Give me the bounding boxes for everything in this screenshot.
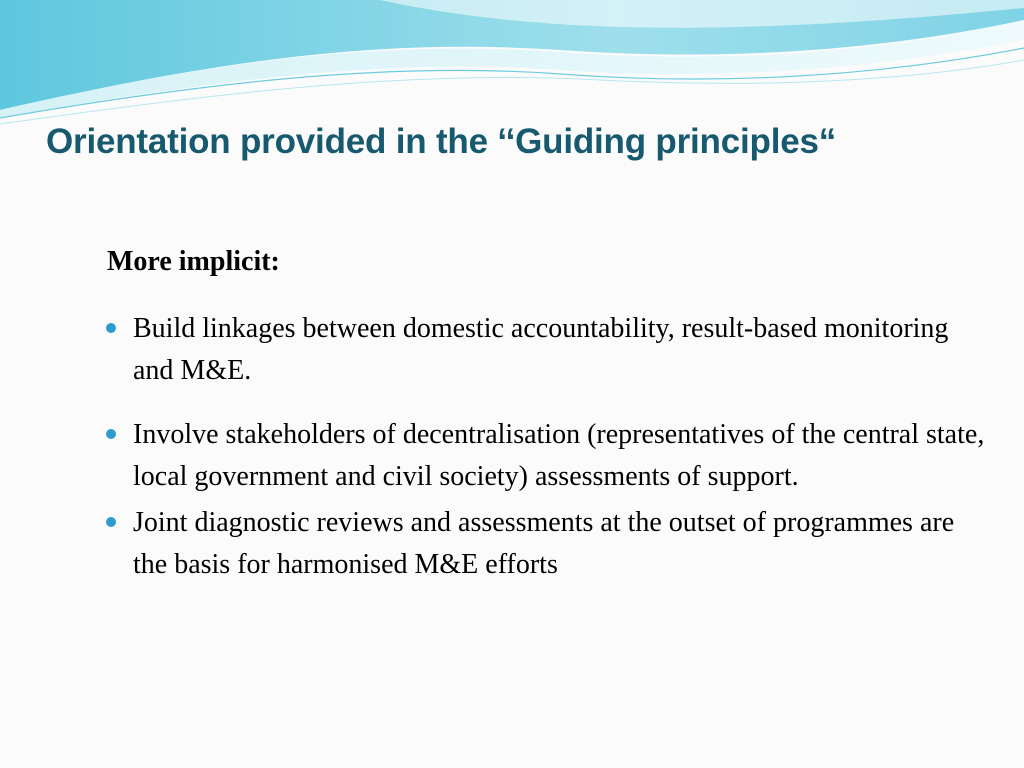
slide-title: Orientation provided in the ‘‘Guiding principles“ [46,122,837,161]
bullet-dot-icon [106,429,116,439]
bullet-item [106,308,986,392]
subheading: More implicit: [107,246,280,277]
wave-header-decoration [0,0,1024,130]
bullet-item [106,414,986,498]
bullet-dot-icon [106,517,116,527]
bullet-list [106,308,986,586]
bullet-dot-icon [106,323,116,333]
bullet-text: Joint diagnostic reviews and assessments at the outset of programmes are the basis for harmonised M&E efforts [133,507,955,580]
bullet-text: Build linkages between domestic accountability, result-based monitoring and M&E. [133,313,949,386]
bullet-item [106,502,986,586]
bullet-text: Involve stakeholders of decentralisation (representatives of the central state, local government and civil society) assessments of support. [133,419,985,492]
